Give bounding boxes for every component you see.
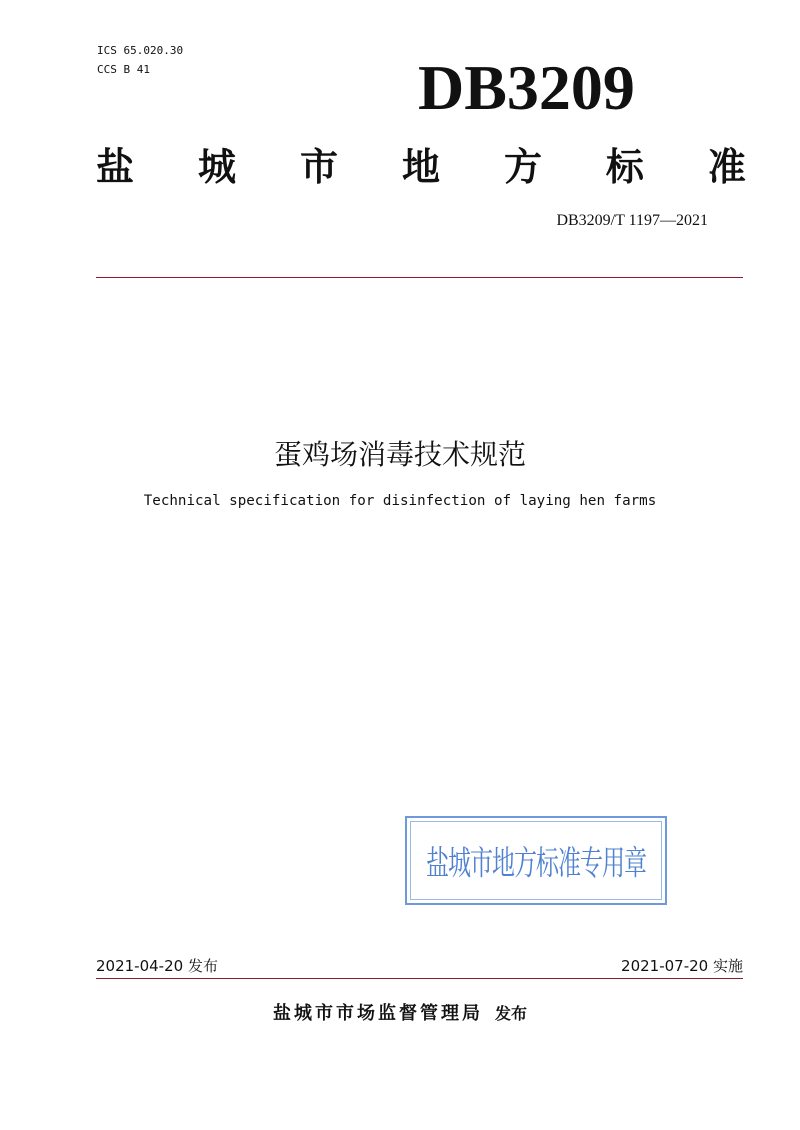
publisher [0, 1000, 800, 1028]
top-divider [96, 277, 743, 278]
standard-type-char: 方 [503, 144, 542, 189]
publisher-name: 盐城市市场监督管理局 [272, 1003, 483, 1024]
standard-type-char: 准 [707, 144, 746, 189]
classification-codes [97, 41, 183, 79]
standard-type-char: 城 [197, 144, 236, 189]
standard-type-char: 盐 [96, 144, 135, 189]
ics-code: ICS 65.020.30 [97, 44, 184, 57]
standard-type-char: 市 [299, 144, 338, 189]
standard-type-char: 地 [401, 144, 440, 189]
ccs-code: CCS B 41 [97, 63, 150, 76]
standard-number: DB3209/T 1197—2021 [556, 212, 708, 229]
bottom-divider [96, 978, 743, 979]
document-title-chinese: 蛋鸡场消毒技术规范 [273, 438, 526, 471]
implementation-date: 2021-07-20 实施 [621, 957, 743, 975]
official-seal-stamp [405, 816, 667, 905]
stamp-text: 盐城市地方标准专用章 [426, 845, 646, 883]
document-title-english: Technical specification for disinfection of laying hen farms [143, 493, 657, 509]
issue-date: 2021-04-20 发布 [96, 957, 218, 975]
standard-prefix: DB3209 [418, 52, 635, 123]
publisher-action: 发布 [494, 1004, 527, 1023]
standard-type-title [96, 142, 746, 192]
standard-type-char: 标 [605, 144, 644, 189]
